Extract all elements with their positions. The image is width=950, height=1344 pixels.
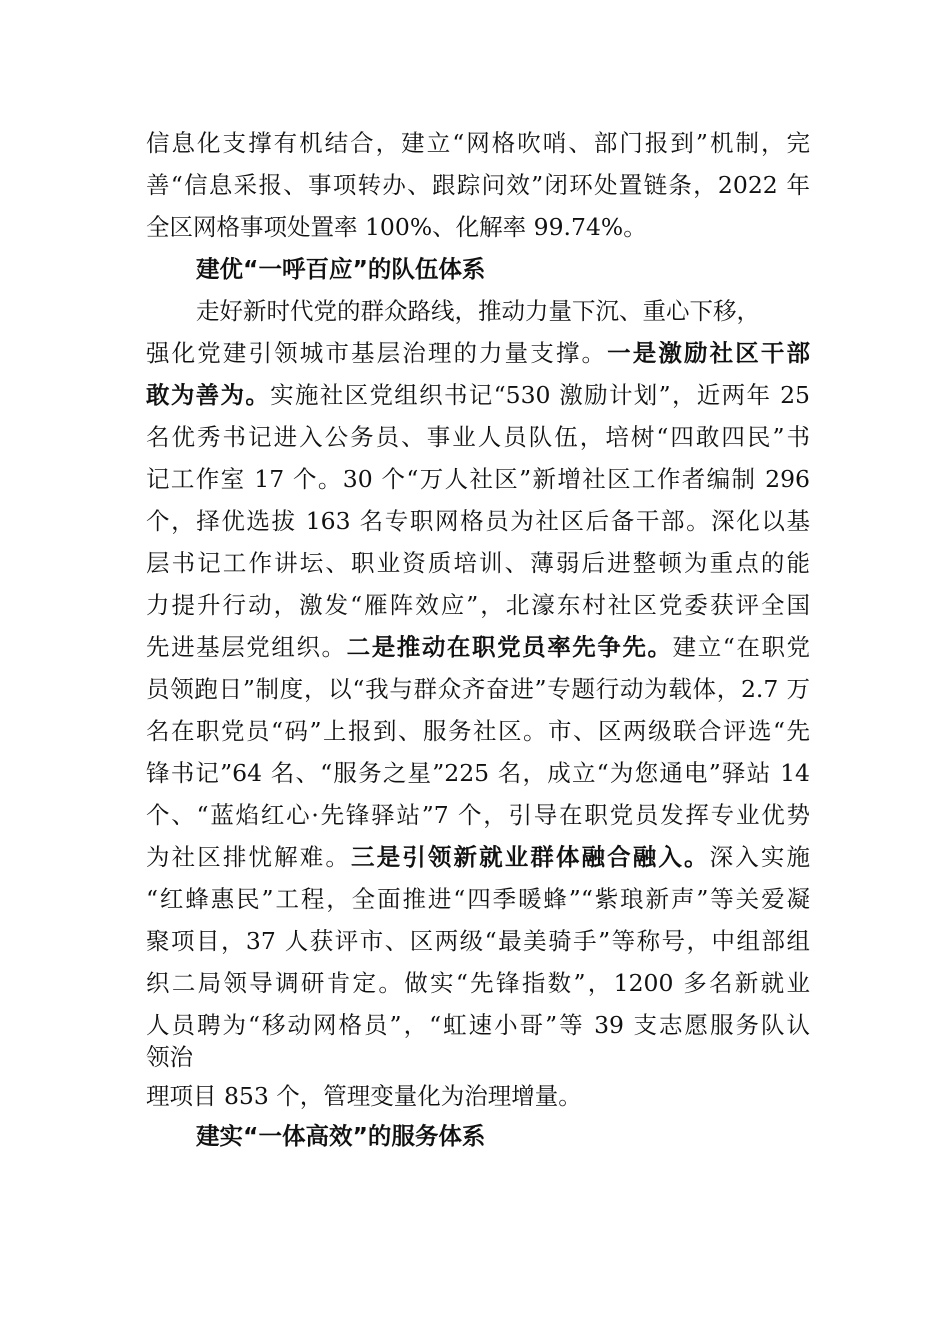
section-heading: 建优“一呼百应”的队伍体系 xyxy=(196,255,486,283)
section-heading: 建实“一体高效”的服务体系 xyxy=(196,1122,486,1150)
bold-lead: 一是激励社区干部 xyxy=(607,339,811,367)
paragraph-line xyxy=(146,375,810,415)
paragraph-line: 聚项目，37 人获评市、区两级“最美骑手”等称号，中组部组 xyxy=(146,927,810,955)
bold-lead: 二是推动在职党员率先争先。 xyxy=(346,633,673,661)
paragraph-line: 人员聘为“移动网格员”，“虹速小哥”等 39 支志愿服务队认 xyxy=(146,1011,810,1039)
paragraph-line: 名在职党员“码”上报到、服务社区。市、区两级联合评选“先 xyxy=(146,717,810,745)
paragraph-line: 名优秀书记进入公务员、事业人员队伍，培树“四敢四民”书 xyxy=(146,423,810,451)
paragraph-line: 锋书记”64 名、“服务之星”225 名，成立“为您通电”驿站 14 xyxy=(146,759,810,787)
paragraph-line: 个、“蓝焰红心·先锋驿站”7 个，引导在职党员发挥专业优势 xyxy=(146,801,810,829)
paragraph-line: 记工作室 17 个。30 个“万人社区”新增社区工作者编制 296 xyxy=(146,465,810,493)
body-text: 强化党建引领城市基层治理的力量支撑。 xyxy=(146,339,608,367)
paragraph-line: 力提升行动，激发“雁阵效应”，北濠东村社区党委获评全国 xyxy=(146,591,810,619)
bold-lead: 敢为善为。 xyxy=(146,381,271,409)
paragraph-line: 走好新时代党的群众路线，推动力量下沉、重心下移， xyxy=(196,297,760,325)
paragraph-line: 善“信息采报、事项转办、跟踪问效”闭环处置链条，2022 年 xyxy=(146,171,810,199)
bold-lead: 三是引领新就业群体融合融入。 xyxy=(350,843,710,871)
paragraph-line: “红蜂惠民”工程，全面推进“四季暖蜂”“紫琅新声”等关爱凝 xyxy=(146,885,810,913)
paragraph-line: 全区网格事项处置率 100%、化解率 99.74%。 xyxy=(146,213,647,241)
paragraph-line: 信息化支撑有机结合，建立“网格吹哨、部门报到”机制，完 xyxy=(146,129,810,157)
paragraph-line: 个，择优选拔 163 名专职网格员为社区后备干部。深化以基 xyxy=(146,507,810,535)
paragraph-line: 织二局领导调研肯定。做实“先锋指数”，1200 多名新就业 xyxy=(146,969,810,997)
body-text: 实施社区党组织书记“530 激励计划”，近两年 25 xyxy=(270,381,810,409)
body-text: 先进基层党组织。 xyxy=(146,633,347,661)
paragraph-line: 层书记工作讲坛、职业资质培训、薄弱后进整顿为重点的能 xyxy=(146,549,810,577)
paragraph-line: 员领跑日”制度，以“我与群众齐奋进”专题行动为载体，2.7 万 xyxy=(146,675,810,703)
paragraph-line xyxy=(146,837,810,877)
body-text: 深入实施 xyxy=(709,843,811,871)
paragraph-line: 领治 xyxy=(146,1043,193,1071)
body-text: 为社区排忧解难。 xyxy=(146,843,351,871)
paragraph-line xyxy=(146,627,810,667)
body-text: 建立“在职党 xyxy=(672,633,811,661)
paragraph-line: 理项目 853 个，管理变量化为治理增量。 xyxy=(146,1082,582,1110)
paragraph-line xyxy=(146,333,810,373)
